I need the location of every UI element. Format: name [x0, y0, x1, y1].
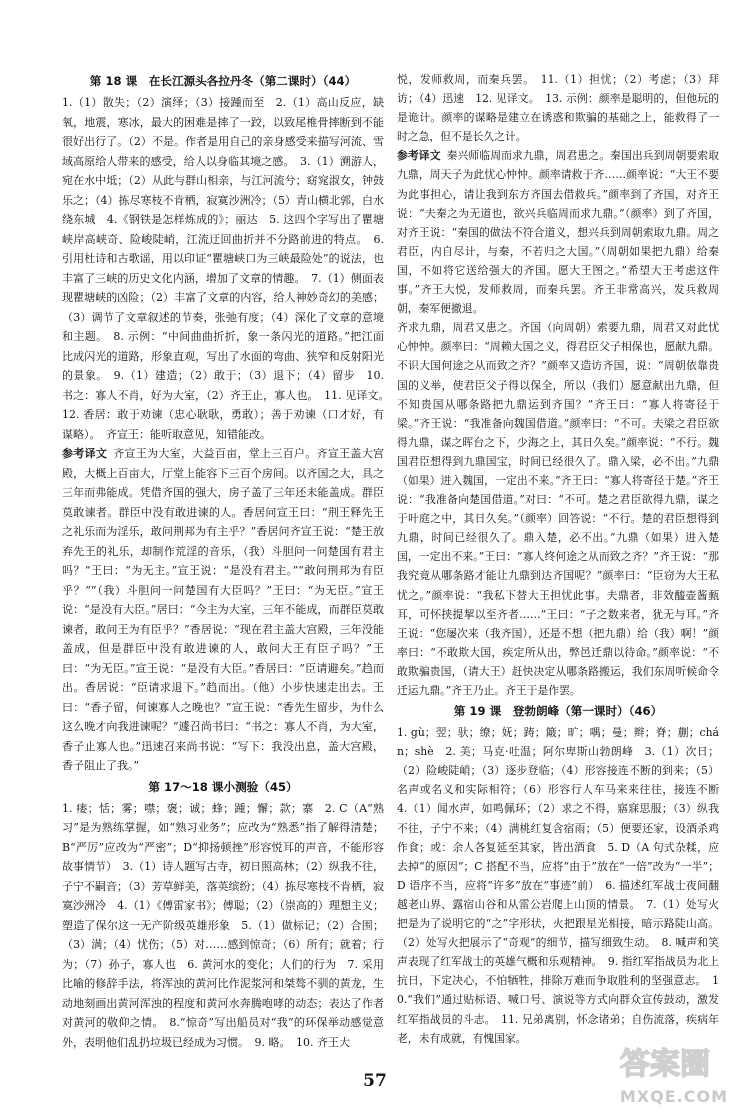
lesson18-answers: 1.（1）散失；（2）演绎；（3）接踵而至 2.（1）高山反应，缺氧，地震，寒冰，最大的困难是摔了一跤，以致尾椎骨摔断到不能很好出行了。（2）不是。作者是用自己的亲身感受来描写河流、雪域高原给人带来的感受，给人以身临其境之感。 3.（1）溯游人，宛在水中坻；（2）从此与群山相亲，与江河流兮；窈窕淑女，钟鼓乐之；（4）拣尽寒枝不肯栖，寂寞沙洲冷；（5）青山横北郭，白水绕东城 4.《钢铁是怎样炼成的》；丽达 5. 这四个字写出了瞿塘峡岸高峡奇、险峻陡峭，江流迂回曲折并不分路前进的特点。 6. 引用杜诗和古歌谣，用以印证“瞿塘峡口为三峡最险处”的说法，也丰富了三峡的历史文化内涵，增加了文章的情趣。 7.（1）侧面表现瞿塘峡的凶险；（2）丰富了文章的内容，给人神妙奇幻的美感；（3）调节了文章叙述的节奏，张弛有度；（4）深化了文章的意境和主题。 8. 示例：“中间曲曲折折，象一条闪光的道路。”把江面比成闪光的道路，形象直观，写出了水面的弯曲、狭窄和反射阳光的景象。 9.（1）建造；（2）敢于；（3）退下；（4）留步 10. 书之：寡人不肖，好为大室，（2）齐王止，寡人也。 11. 见译文。 12. 香居：敢于劝谏（忠心耿耿，勇敢）；善于劝谏（口才好，有谋略）。 齐宣王：能听取意见，知错能改。: [62, 96, 395, 441]
watermark-text: 答案圈: [620, 1047, 710, 1082]
continued-text: 悦，发师救周，而秦兵罢。 11.（1）担忧；（2）考虑；（3）拜访；（4）迅速 12. 见译文。 13. 示例：颜率是聪明的，但他玩的是诡计。颜率的谋略是建立在诱惑和欺骗的基础之上，能救得了一时之急，但不是长久之计。: [397, 73, 719, 144]
test-answers: 1. 瘘；恬；雾；噤；褒；诚；蜂；踵；懈；款；寨 2. C（A“熟习”是为熟练掌握，如“熟习业务”；应改为“熟悉”指了解得清楚；B“严厉”应改为“严密”；D“抑扬顿挫”形容悦耳的声音，不能形容故事情节） 3.（1）诗人题写古寺，初日照高林；（2）纵我不往，子宁不嗣音；（3）芳草鲜美，落英缤纷；（4）拣尽寒枝不肯栖，寂寞沙洲冷 4.（1）《傅雷家书》；傅聪；（2）（崇高的）理想主义；塑造了保尔这一无产阶级英雄形象 5.（1）做标记；（2）合围；（3）满；（4）忧伤；（5）对……感到惊奇；（6）所有；就着；行为；（7）孙子，寡人也 6. 黄河水的变化；人们的行为 7. 采用比喻的修辞手法，将浑浊的黄河比作泥浆河和桀骜不驯的黄龙，生动地刻画出黄河浑浊的程度和黄河水奔腾咆哮的动态；表达了作者对黄河的敬仰之情。 8.“惊奇”写出船员对“我”的环保举动感觉意外，表明他们乱扔垃圾已经成为习惯。 9. 略。 10. 齐王大: [62, 801, 384, 1049]
translation-block: [62, 444, 384, 776]
page-number: 57: [363, 1071, 387, 1091]
lesson18-title: 第 18 课 在长江源头各拉丹冬（第二课时）（44）: [89, 74, 357, 88]
watermark-url: MXQE.COM: [619, 1087, 728, 1106]
lesson19-title: 第 19 课 登勃朗峰（第一课时）（46）: [453, 704, 663, 719]
left-column: [62, 70, 395, 1052]
lesson19-answers: 1. gù；翌；驮；缭；妩；踌；簸；旷；喁；曼；辫；脊；蒯；chán；shè 2. 美；马克·吐温；阿尔卑斯山勃朗峰 3.（1）次日；（2）险峻陡峭；（3）逐步登临；（4）形容接连不断的到来；（5）名声或名义和实际相符；（6）形容行人车马来来往往，接连不断 4.（1）闻水声，如鸣佩环；（2）求之不得，寤寐思服；（3）纵我不往，子宁不来；（4）满桃红复含宿雨；（5）便要还家，设酒杀鸡作食；或：余人各复延至其家，皆出酒食 5. D（A 句式杂糅，应去掉“的原因”；C 搭配不当，应将“由于”放在“一倍”改为“一半”；D 语序不当，应将“许多”放在“事迹”前） 6. 描述红军战士夜间翻越老山界、露宿山谷和从雷公岩爬上山顶的情景。 7.（1）处写火把是为了说明它的“之”字形状，火把跟星光相接，暗示路陡山高。（2）处写火把展示了“奇观”的细节，描写细致生动。 8. 喊声和笑声表现了红军战士的英雄气概和乐观精神。 9. 指红军指战员为北上抗日，下定决心，不怕牺牲，排除万难而争取胜利的坚强意志。 10.“我们”通过贴标语、喊口号、演说等方式向群众宣传鼓动，激发红军指战员的斗志。 11. 兄弟离别，怀念诸弟；自伤流落，疾病年老，未有成就，有愧国家。: [397, 726, 730, 1045]
test-title: 第 17～18 课小测验（45）: [148, 779, 298, 794]
translation-block-right: [397, 146, 719, 700]
translation-text: 齐宣王为大室，大益百亩，堂上三百户。齐宣王盖大宫殿，大概上百亩大，厅堂上能容下三百个房间。以齐国之大，具之三年而弗能成。凭借齐国的强大，房子盖了三年还未能盖成。群臣莫敢谏者。群臣中没有敢进谏的人。香居问宣王曰：“荆王释先王之礼乐而为淫乐，敢问荆邦为有主乎？”香居问齐宣王说：“楚王放弃先王的礼乐，却制作荒淫的音乐，（我）斗胆问一问楚国有君主吗？”王曰：“为无主。”宣王说：“是没有君主。”“敢问荆邦为有臣乎？”“（我）斗胆问一问楚国有大臣吗？”王曰：“为无臣。”宣王说：“是没有大臣。”居曰：“今主为大室，三年不能成，而群臣莫敢谏者，敢问王为有臣乎？”香居说：“现在君主盖大宫殿，三年没能盖成，但是群臣中没有敢进谏的人，敢问大王有臣子吗？”王曰：“为无臣。”宣王说：“是没有大臣。”香居曰：“臣请避矣。”趋而出。香居说：“臣请求退下。”趋而出。（他）小步快速走出去。王曰：“香子留，何谏寡人之晚也？”宣王说：“香先生留步，为什么这么晚才向我进谏呢？”遽召尚书曰：“书之：寡人不肖，为大室，香子止寡人也。”迅速召来尚书说：“写下：我没出息，盖大宫殿，香子阻止了我。”: [62, 447, 385, 772]
translation-text-right: 秦兴师临周而求九鼎，周君患之。秦国出兵到周朝要索取九鼎，周天子为此忧心忡忡。颜率请救于齐……颜率说：“大王不要为此事担心，请让我到东方齐国去借救兵。”颜率到了齐国，对齐王说：“夫秦之为无道也，欲兴兵临周而求九鼎。”（颜率）到了齐国，对齐王说：“秦国的做法不符合道义，想兴兵到周朝索取九鼎。周之君臣，内自尽计，与秦，不若归之大国。”（周朝如果把九鼎）给秦国，不如将它送给强大的齐国。愿大王图之。”希望大王考虑这件事。”齐王大悦，发师救周，而秦兵罢。齐王非常高兴，发兵救周朝，秦军便撤退。 齐求九鼎，周君又患之。齐国（向周朝）索要九鼎，周君又对此忧心忡忡。颜率曰：“周赖大国之义，得君臣父子相保也，愿献九鼎。不识大国何途之从而致之齐？”颜率又造访齐国，说：“周朝依靠贵国的义举，使君臣父子得以保全，所以（我们）愿意献出九鼎，但不知贵国从哪条路把九鼎运到齐国？”齐王曰：“寡人将寄径于梁。”齐王说：“我准备向魏国借道。”颜率曰：“不可。夫梁之君臣欲得九鼎，谋之晖台之下，少海之上，其日久矣。”颜率说：“不行。魏国君臣想得到九鼎国宝，时间已经很久了。鼎入梁，必不出。”九鼎（如果）进入魏国，一定出不来。”齐王曰：“寡人将寄径于楚。”齐王说：“我准备向楚国借道。”对曰：“不可。楚之君臣欲得九鼎，谋之于叶庭之中，其日久矣。”（颜率）回答说：“不行。楚的君臣想得到九鼎，时间已经很久了。鼎入楚，必不出。”九鼎（如果）进入楚国，一定出不来。”王曰：“寡人终何途之从而致之齐？”齐王说：“那我究竟从哪条路才能让九鼎到达齐国呢？”颜率曰：“臣窃为大王私忧之。”颜率说：“我私下替大王担忧此事。夫鼎者，非效醯壶酱甀耳，可怀挟提挈以至齐者……”王曰：“子之数来者，犹无与耳。”齐王说：“您屡次来（我齐国），还是不想（把九鼎）给（我）啊！”颜率曰：“不敢欺大国，疾定所从出，弊邑迁鼎以待命。”颜率说：“不敢欺骗贵国，（请大王）赶快决定从哪条路搬运，我们东周听候命令迁运九鼎。”齐王乃止。齐王于是作罢。: [397, 149, 720, 697]
right-column: [397, 70, 730, 1048]
translation-label-right: 参考译文: [397, 149, 441, 163]
translation-label: 参考译文: [62, 447, 108, 460]
